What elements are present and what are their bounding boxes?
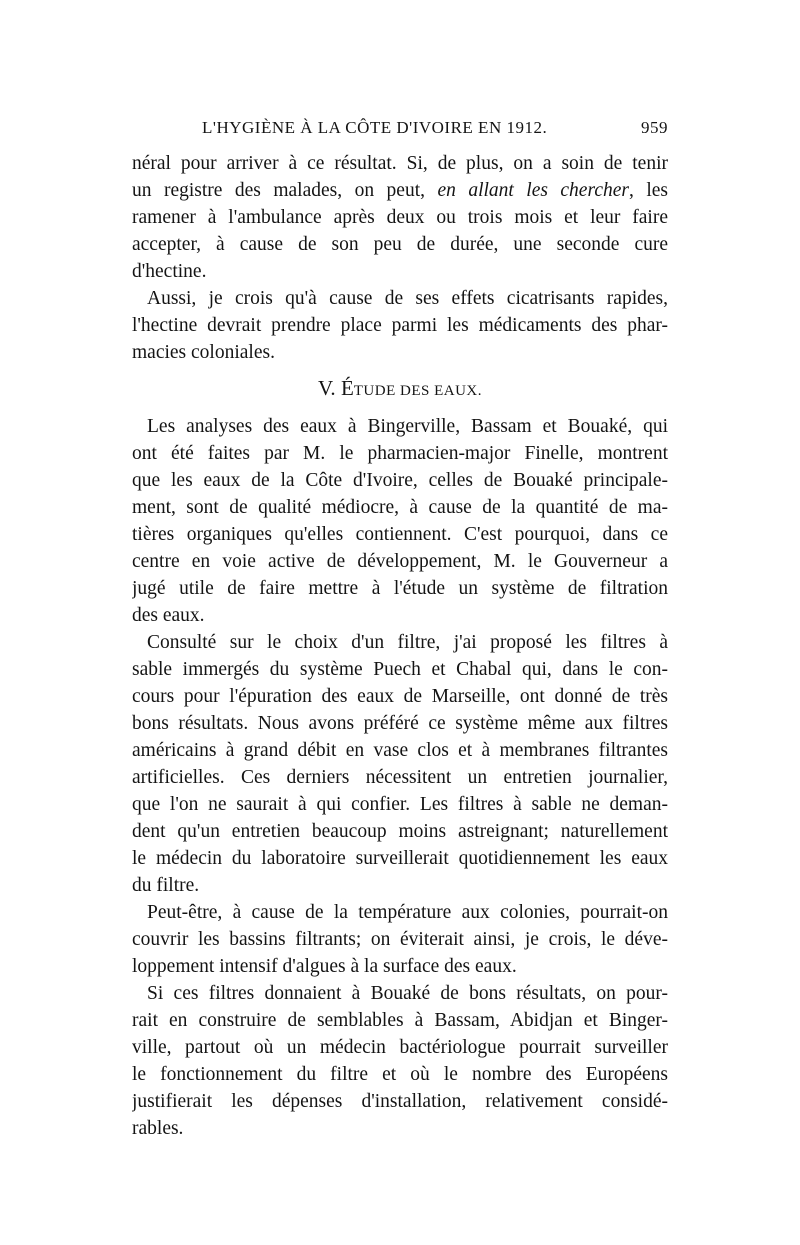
text-line: Peut-être, à cause de la température aux colonies, pourrait-on (147, 902, 668, 923)
page-number: 959 (641, 118, 668, 137)
paragraph (132, 899, 668, 980)
paragraph (132, 629, 668, 899)
text-line: centre en voie active de développement, M. le Gouverneur a (132, 551, 668, 572)
text-line: le médecin du laboratoire surveillerait quotidiennement les eaux (132, 848, 668, 869)
text-line: cours pour l'épuration des eaux de Marseille, ont donné de très (132, 686, 668, 707)
text-line: loppement intensif d'algues à la surface des eaux. (132, 956, 517, 977)
text-line: accepter, à cause de son peu de durée, une seconde cure (132, 234, 668, 255)
text-line: tières organiques qu'elles contiennent. C'est pourquoi, dans ce (132, 524, 668, 545)
paragraph (132, 980, 668, 1142)
text-line: macies coloniales. (132, 342, 275, 363)
text-line: ramener à l'ambulance après deux ou trois mois et leur faire (132, 207, 668, 228)
section-title-initial: É (340, 376, 354, 400)
text-line: sable immergés du système Puech et Chabal qui, dans le con- (132, 659, 668, 680)
section-title-rest: TUDE DES EAUX. (353, 383, 483, 399)
paragraph (132, 413, 668, 629)
text-line: Si ces filtres donnaient à Bouaké de bons résultats, on pour- (147, 983, 668, 1004)
paragraph (132, 285, 668, 366)
text-line: néral pour arriver à ce résultat. Si, de plus, on a soin de tenir (132, 153, 668, 174)
text-line: Les analyses des eaux à Bingerville, Bassam et Bouaké, qui (147, 416, 668, 437)
text-line: bons résultats. Nous avons préféré ce système même aux filtres (132, 713, 668, 734)
running-head-title: L'HYGIÈNE À LA CÔTE D'IVOIRE EN 1912. (202, 118, 548, 137)
text-line: artificielles. Ces derniers nécessitent un entretien journalier, (132, 767, 668, 788)
text-line: justifierait les dépenses d'installation, relativement considé- (132, 1091, 668, 1112)
text-line: l'hectine devrait prendre place parmi les médicaments des phar- (132, 315, 668, 336)
text-line: Consulté sur le choix d'un filtre, j'ai proposé les filtres à (147, 632, 668, 653)
text-line: rables. (132, 1118, 184, 1139)
section-heading (132, 366, 668, 413)
text-line: jugé utile de faire mettre à l'étude un système de filtration (132, 578, 668, 599)
text-line: un registre des malades, on peut, en allant les chercher, les (132, 180, 668, 201)
section-number: V. (317, 376, 336, 400)
text-line: américains à grand débit en vase clos et à membranes filtrantes (132, 740, 668, 761)
body-text (132, 150, 668, 1142)
text-line: couvrir les bassins filtrants; on éviterait ainsi, je crois, le déve- (132, 929, 668, 950)
emphasis-text: en allant les chercher (437, 180, 629, 201)
running-head (130, 118, 668, 142)
paragraph (132, 150, 668, 285)
text-line: ville, partout où un médecin bactériologue pourrait surveiller (132, 1037, 668, 1058)
text-line: du filtre. (132, 875, 200, 896)
text-line: dent qu'un entretien beaucoup moins astreignant; naturellement (132, 821, 668, 842)
text-line: ment, sont de qualité médiocre, à cause de la quantité de ma- (132, 497, 668, 518)
text-line: des eaux. (132, 605, 205, 626)
text-line: le fonctionnement du filtre et où le nombre des Européens (132, 1064, 668, 1085)
text-line: d'hectine. (132, 261, 207, 282)
text-line: que l'on ne saurait à qui confier. Les filtres à sable ne deman- (132, 794, 668, 815)
text-line: rait en construire de semblables à Bassam, Abidjan et Binger- (132, 1010, 668, 1031)
text-line: que les eaux de la Côte d'Ivoire, celles de Bouaké principale- (132, 470, 668, 491)
text-line: Aussi, je crois qu'à cause de ses effets cicatrisants rapides, (147, 288, 668, 309)
text-line: ont été faites par M. le pharmacien-major Finelle, montrent (132, 443, 668, 464)
